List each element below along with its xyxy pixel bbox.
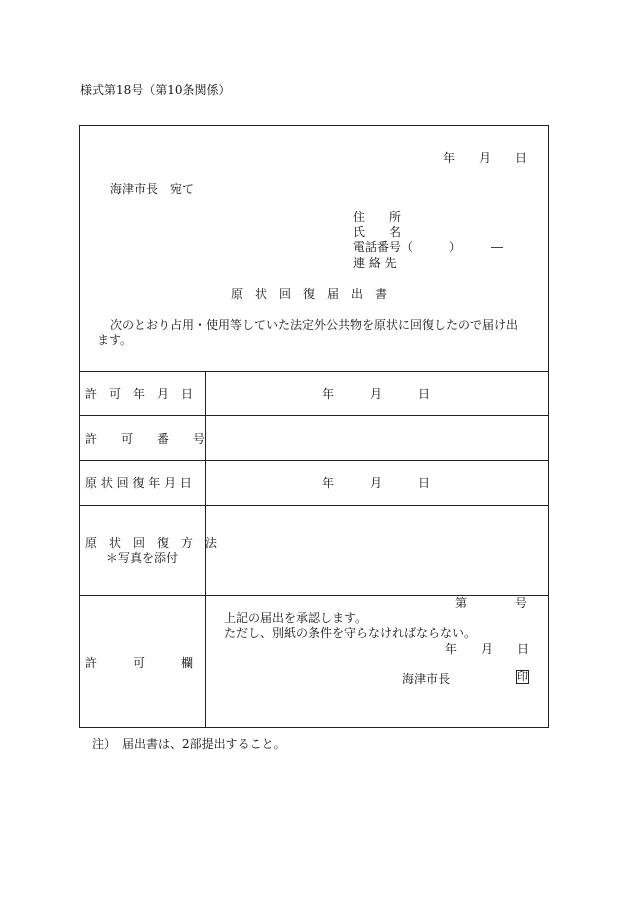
applicant-address-label: 住 所 [353,210,402,224]
permit-column-number: 第 号 [455,596,528,610]
applicant-name-label: 氏 名 [353,225,402,239]
row-divider [79,415,549,416]
document-title: 原 状 回 復 届 出 書 [231,287,388,301]
submission-date: 年 月 日 [443,151,528,165]
permit-date-value: 年 月 日 [322,387,431,401]
row-divider [79,505,549,506]
restore-date-label: 原 状 回 復 年 月 日 [85,476,192,490]
footnote: 注） 届出書は、2部提出すること。 [92,737,286,751]
row-divider [79,460,549,461]
form-id: 様式第18号（第10条関係） [80,83,231,97]
row-divider [79,371,549,372]
body-text-line1: 次のとおり占用・使用等していた法定外公共物を原状に回復したので届け出 [110,318,519,332]
permit-column-approve: 上記の届出を承認します。 [224,611,368,625]
restore-date-value: 年 月 日 [322,476,431,490]
addressee: 海津市長 宛て [110,182,195,196]
applicant-phone-label: 電話番号（ ） ― [353,240,504,254]
permit-column-label: 許 可 欄 [85,656,194,670]
applicant-contact-label: 連 絡 先 [353,256,397,270]
restore-method-label: 原 状 回 復 方 法 [85,536,218,550]
permit-column-date: 年 月 日 [445,642,530,656]
seal-mark: 印 [517,670,528,683]
restore-method-note: ＊写真を添付 [106,551,179,565]
permit-date-label: 許 可 年 月 日 [85,387,194,401]
permit-column-condition: ただし、別紙の条件を守らなければならない。 [224,626,477,640]
body-text-line2: ます。 [97,333,133,347]
permit-column-mayor: 海津市長 [402,672,451,686]
permit-number-label: 許 可 番 号 [85,432,206,446]
